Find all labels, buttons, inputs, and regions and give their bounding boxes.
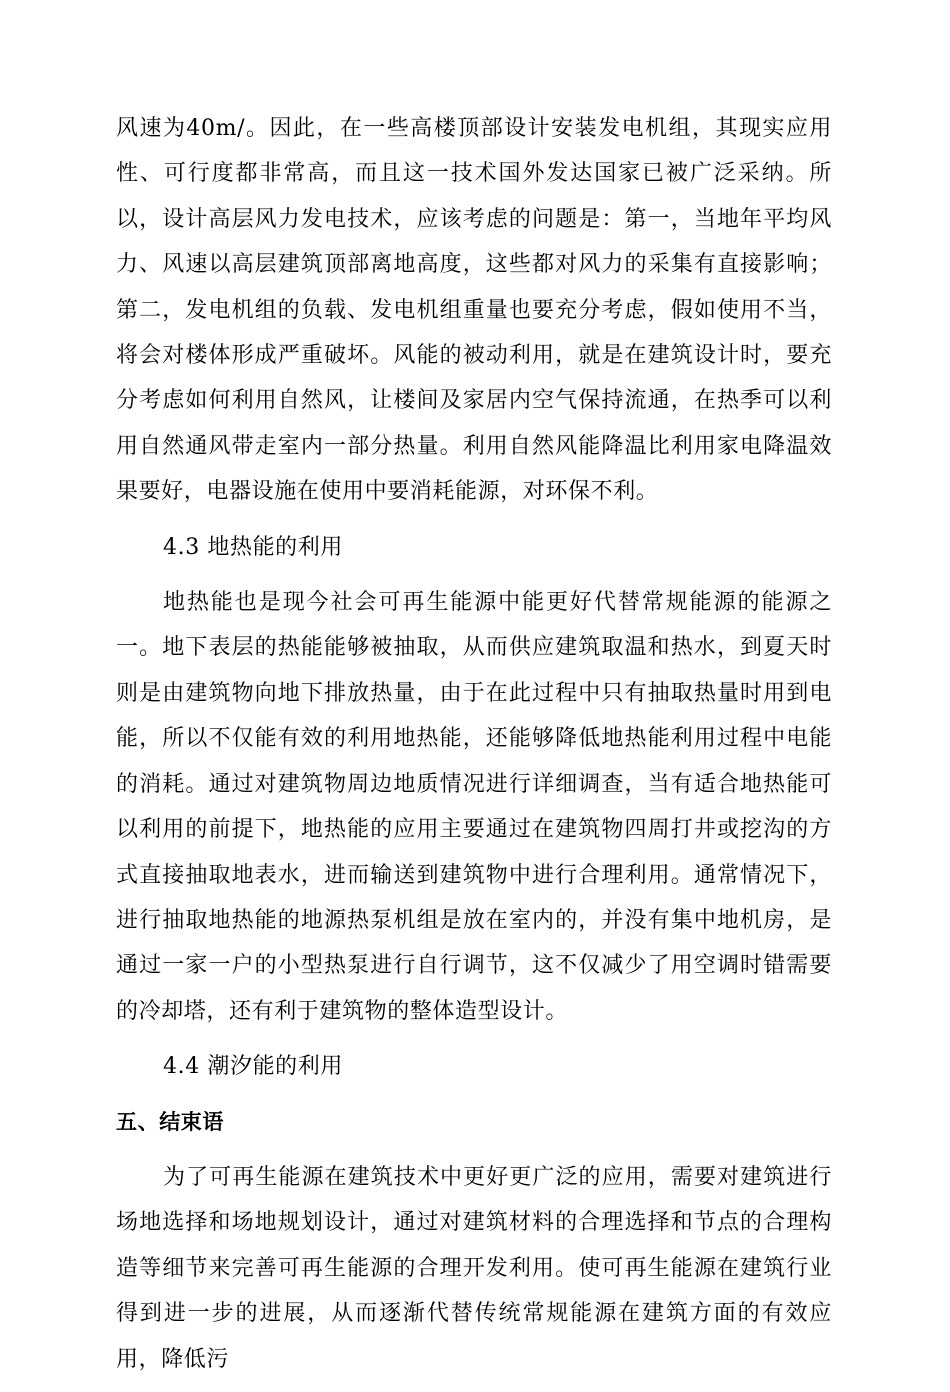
- document-body: [116, 106, 832, 1392]
- section-heading-conclusion: 五、结束语: [116, 1109, 224, 1134]
- section-heading-4-4: 4.4 潮汐能的利用: [163, 1054, 343, 1080]
- paragraph-geothermal: 地热能也是现今社会可再生能源中能更好代替常规能源的能源之一。地下表层的热能能够被抽取，从而供应建筑取温和热水，到夏天时则是由建筑物向地下排放热量，由于在此过程中只有抽取热量时用到电能，所以不仅能有效的利用地热能，还能够降低地热能利用过程中电能的消耗。通过对建筑物周边地质情况进行详细调查，当有适合地热能可以利用的前提下，地热能的应用主要通过在建筑物四周打井或挖沟的方式直接抽取地表水，进而输送到建筑物中进行合理利用。通常情况下，进行抽取地热能的地源热泵机组是放在室内的，并没有集中地机房，是通过一家一户的小型热泵进行自行调节，这不仅减少了用空调时错需要的冷却塔，还有利于建筑物的整体造型设计。: [116, 590, 832, 1024]
- paragraph-conclusion: 为了可再生能源在建筑技术中更好更广泛的应用，需要对建筑进行场地选择和场地规划设计，通过对建筑材料的合理选择和节点的合理构造等细节来完善可再生能源的合理开发利用。使可再生能源在建筑行业得到进一步的进展，从而逐渐代替传统常规能源在建筑方面的有效应用，降低污: [116, 1164, 832, 1372]
- paragraph-wind-energy: 风速为40m/。因此，在一些高楼顶部设计安装发电机组，其现实应用性、可行度都非常高，而且这一技术国外发达国家已被广泛采纳。所以，设计高层风力发电技术，应该考虑的问题是：第一，当地年平均风力、风速以高层建筑顶部离地高度，这些都对风力的采集有直接影响；第二，发电机组的负载、发电机组重量也要充分考虑，假如使用不当，将会对楼体形成严重破坏。风能的被动利用，就是在建筑设计时，要充分考虑如何利用自然风，让楼间及家居内空气保持流通，在热季可以利用自然通风带走室内一部分热量。利用自然风能降温比利用家电降温效果要好，电器设施在使用中要消耗能源，对环保不利。: [116, 116, 832, 505]
- section-heading-4-3: 4.3 地热能的利用: [163, 534, 343, 560]
